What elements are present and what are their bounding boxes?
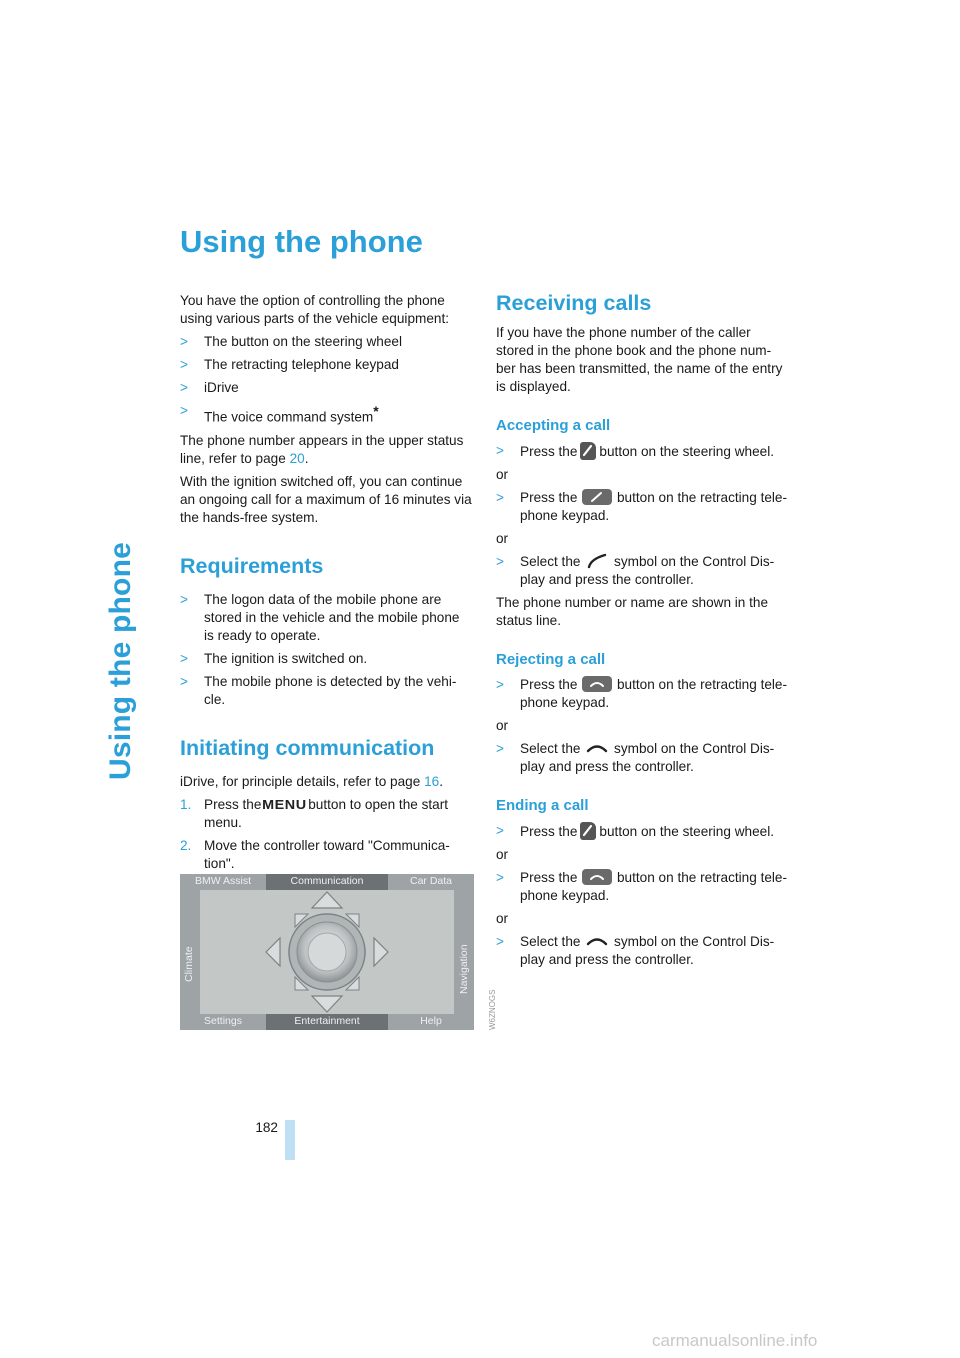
image-code: W6ZNOGS bbox=[488, 989, 497, 1030]
ignition-text: With the ignition switched off, you can continue an ongoing call for a maximum of 16 minutes via the hands-free system. bbox=[180, 473, 472, 525]
page-link[interactable]: 16 bbox=[424, 773, 440, 789]
controller-panel bbox=[200, 890, 454, 1014]
list-item: > The logon data of the mobile phone are stored in the vehicle and the mobile phone is ready to operate. bbox=[180, 591, 460, 643]
control-display-image bbox=[180, 874, 474, 1030]
page-marker-bar bbox=[285, 1120, 295, 1160]
steering-wheel-phone-icon bbox=[580, 442, 596, 460]
accepting-heading: Accepting a call bbox=[496, 417, 611, 434]
list-item: > The mobile phone is detected by the vehi-cle. bbox=[180, 673, 457, 707]
list-item: > Select the symbol on the Control Dis-play and press the controller. bbox=[496, 741, 775, 774]
step-item: 1. Press theMENUbutton to open the start menu. bbox=[180, 796, 449, 830]
tab-bmw-assist: BMW Assist bbox=[180, 874, 266, 890]
controller-graphic bbox=[200, 890, 454, 1014]
tab-settings: Settings bbox=[180, 1014, 266, 1030]
list-item: > Press the button on the retracting tele-phone keypad. bbox=[496, 870, 788, 903]
tab-communication: Communication bbox=[266, 874, 388, 890]
rejecting-heading: Rejecting a call bbox=[496, 651, 606, 668]
keypad-accept-icon bbox=[582, 489, 612, 505]
page-title: Using the phone bbox=[180, 224, 423, 259]
page-link[interactable]: 20 bbox=[289, 450, 305, 466]
optional-star: * bbox=[373, 403, 379, 419]
steering-wheel-phone-icon bbox=[580, 822, 596, 840]
list-item: > The ignition is switched on. bbox=[180, 650, 368, 666]
tab-car-data: Car Data bbox=[388, 874, 474, 890]
reject-call-symbol-icon bbox=[585, 740, 609, 756]
status-text: The phone number or name are shown in the status line. bbox=[496, 595, 769, 628]
list-item: > Press the button on the steering wheel. bbox=[496, 443, 774, 459]
reject-call-symbol-icon bbox=[585, 933, 609, 949]
intro-text: You have the option of controlling the phone using various parts of the vehicle equipment: bbox=[180, 293, 450, 326]
step-item: 2. Move the controller toward "Communica-tion". bbox=[180, 837, 450, 871]
or-text: or bbox=[496, 847, 509, 862]
or-text: or bbox=[496, 718, 509, 733]
keypad-reject-icon bbox=[582, 676, 612, 692]
right-column bbox=[496, 290, 788, 974]
list-item: > Press the button on the steering wheel. bbox=[496, 823, 774, 839]
accept-call-symbol-icon bbox=[585, 553, 609, 569]
ending-heading: Ending a call bbox=[496, 797, 589, 814]
or-text: or bbox=[496, 467, 509, 482]
page-number: 182 bbox=[255, 1120, 278, 1135]
list-item: > The retracting telephone keypad bbox=[180, 357, 399, 372]
tab-help: Help bbox=[388, 1014, 474, 1030]
receiving-text: If you have the phone number of the caller stored in the phone book and the phone num-ber has been transmitted, the name of the entry is displayed. bbox=[496, 325, 783, 394]
tab-entertainment: Entertainment bbox=[266, 1014, 388, 1030]
menu-key-icon: MENU bbox=[262, 797, 308, 812]
keypad-reject-icon bbox=[582, 869, 612, 885]
status-line-text: The phone number appears in the upper status line, refer to page 20. bbox=[180, 432, 464, 466]
sidebar-title: Using the phone bbox=[104, 542, 137, 780]
or-text: or bbox=[496, 911, 509, 926]
list-item: > Press the button on the retracting tele-phone keypad. bbox=[496, 677, 788, 710]
list-item: > The voice command system* bbox=[180, 403, 379, 425]
list-item: > The button on the steering wheel bbox=[180, 334, 402, 349]
initiating-heading: Initiating communication bbox=[180, 735, 435, 760]
tab-climate: Climate bbox=[180, 890, 200, 1014]
tab-navigation: Navigation bbox=[454, 890, 474, 1014]
list-item: > Select the symbol on the Control Dis-play and press the controller. bbox=[496, 554, 775, 587]
list-item: > Select the symbol on the Control Dis-play and press the controller. bbox=[496, 934, 775, 967]
list-item: > Press the button on the retracting tele-phone keypad. bbox=[496, 490, 788, 523]
footer-watermark: carmanualsonline.info bbox=[652, 1331, 818, 1350]
or-text: or bbox=[496, 531, 509, 546]
receiving-heading: Receiving calls bbox=[496, 291, 652, 315]
list-item: > iDrive bbox=[180, 380, 239, 395]
idrive-text: iDrive, for principle details, refer to page 16. bbox=[180, 773, 443, 789]
requirements-heading: Requirements bbox=[180, 553, 324, 578]
left-column bbox=[180, 292, 472, 878]
